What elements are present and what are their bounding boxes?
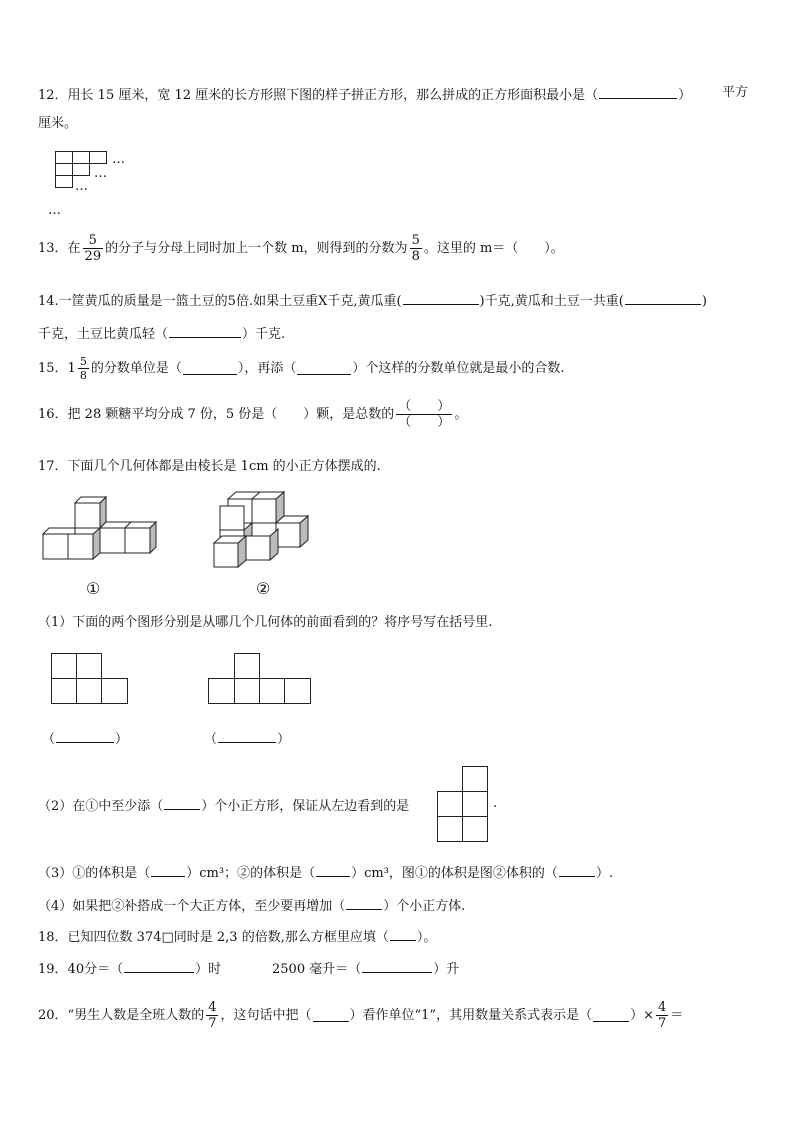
q14-text-c: ) xyxy=(701,294,707,309)
q19-a xyxy=(38,960,221,976)
q12-unit: 平方 xyxy=(722,85,749,100)
paren-open: （ xyxy=(204,732,218,747)
text: （2）在①中至少添（ xyxy=(38,799,164,814)
solid-1-cubes xyxy=(43,497,156,559)
answer-blank-b[interactable] xyxy=(218,730,276,743)
text: ）cm³，图①的体积是图②体积的（ xyxy=(351,866,558,881)
q20-fraction-2 xyxy=(656,1001,668,1030)
text: ）× xyxy=(630,1008,654,1023)
q12-close: ） xyxy=(678,88,692,103)
text: 18．已知四位数 374□同时是 2,3 的倍数,那么方框里应填（ xyxy=(38,930,389,945)
q12-line2: 厘米。 xyxy=(38,116,78,131)
text: ）个小正方体. xyxy=(383,899,466,914)
q17-title: 17．下面几个几何体都是由棱长是 1cm 的小正方体摆成的. xyxy=(38,459,381,474)
view-cell xyxy=(51,678,77,704)
paren-close: ） xyxy=(115,732,129,747)
denominator: 8 xyxy=(79,369,87,382)
numerator: 5 xyxy=(79,355,87,368)
q13-prefix: 13．在 xyxy=(38,241,81,256)
text: ）. xyxy=(595,866,614,881)
view-cell xyxy=(51,653,77,679)
q17-part3 xyxy=(38,864,613,880)
text: ，这句话中把（ xyxy=(220,1008,312,1023)
view-cell xyxy=(76,653,102,679)
text: 20．“男生人数是全班人数的 xyxy=(38,1008,205,1023)
dots: … xyxy=(94,166,107,181)
text: ＝ xyxy=(670,1008,684,1023)
q19-blank-1[interactable] xyxy=(124,960,194,973)
view-cell xyxy=(462,766,488,792)
paren-open: （ xyxy=(42,732,56,747)
view-cell xyxy=(259,678,285,704)
q18 xyxy=(38,928,436,944)
answer-slot-a xyxy=(42,730,128,746)
view-cell xyxy=(462,791,488,817)
part2-period: . xyxy=(493,796,498,811)
text: ）。 xyxy=(416,930,437,945)
part3-blank-1[interactable] xyxy=(151,864,185,877)
denominator: 7 xyxy=(208,1016,217,1031)
text: ）时 xyxy=(195,962,222,977)
q17-part4 xyxy=(38,897,465,913)
q13-middle: 的分子与分母上同时加上一个数 m，则得到的分数为 xyxy=(105,241,408,256)
view-cell xyxy=(437,816,463,842)
q14-text-d: 千克，土豆比黄瓜轻（ xyxy=(38,327,169,342)
solid-2-label: ② xyxy=(256,579,271,598)
q15-text-c: ）个这样的分数单位就是最小的合数. xyxy=(352,361,565,376)
q14-text-e: ）千克. xyxy=(242,327,286,342)
denominator: 7 xyxy=(657,1016,667,1031)
solid-2-cubes xyxy=(214,492,308,567)
part3-blank-3[interactable] xyxy=(559,864,595,877)
dots: … xyxy=(48,203,61,218)
q18-blank[interactable] xyxy=(390,928,416,941)
solid-1-label: ① xyxy=(86,579,101,598)
part2-blank[interactable] xyxy=(164,797,200,810)
q19-b xyxy=(272,960,459,976)
text: ）个小正方形，保证从左边看到的是 xyxy=(201,799,410,814)
q14-text-b: )千克,黄瓜和土豆一共重( xyxy=(479,294,624,309)
view-cell xyxy=(234,653,260,679)
text: ）升 xyxy=(433,962,460,977)
text: （3）①的体积是（ xyxy=(38,866,151,881)
view-cell xyxy=(101,678,128,704)
view-cell xyxy=(234,678,260,704)
answer-slot-b xyxy=(204,730,290,746)
q14-text-a: 14.一筐黄瓜的质量是一篮土豆的5倍.如果土豆重X千克,黄瓜重( xyxy=(38,294,402,309)
view-cell xyxy=(462,816,488,842)
text: 2500 毫升＝（ xyxy=(272,962,362,977)
paren-close: ） xyxy=(277,732,291,747)
text: ）看作单位“1”，其用数量关系式表示是（ xyxy=(349,1008,593,1023)
dots: … xyxy=(112,152,125,167)
numerator: 4 xyxy=(208,1000,217,1015)
text: 19．40分＝（ xyxy=(38,962,124,977)
answer-blank-a[interactable] xyxy=(56,730,114,743)
denominator: 29 xyxy=(84,249,102,264)
q20-blank-1[interactable] xyxy=(313,1009,349,1022)
text: ）cm³；②的体积是（ xyxy=(186,866,316,881)
numerator-blank: （ ） xyxy=(398,399,451,414)
numerator: 5 xyxy=(411,233,420,248)
part4-blank[interactable] xyxy=(346,897,382,910)
view-cell xyxy=(284,678,311,704)
q17-part2 xyxy=(38,797,409,813)
denominator: 8 xyxy=(411,249,420,264)
q20 xyxy=(38,1001,683,1030)
view-cell xyxy=(437,791,463,817)
dots: … xyxy=(75,179,88,194)
q15-text-a: 的分数单位是（ xyxy=(90,361,182,376)
q20-fraction-1 xyxy=(206,1001,218,1030)
numerator: 4 xyxy=(657,1000,667,1015)
q15-prefix: 15． xyxy=(38,361,68,376)
view-cell xyxy=(76,678,102,704)
q19-blank-2[interactable] xyxy=(362,960,432,973)
q20-blank-2[interactable] xyxy=(593,1009,629,1022)
text: （4）如果把②补搭成一个大正方体，至少要再增加（ xyxy=(38,899,346,914)
part3-blank-2[interactable] xyxy=(316,864,350,877)
whole-part: 1 xyxy=(67,361,76,376)
q12-text: 12．用长 15 厘米，宽 12 厘米的长方形照下图的样子拼正方形，那么拼成的正方形面积最小是（ xyxy=(38,88,599,103)
denominator-blank: （ ） xyxy=(398,415,451,430)
q16-text: 16．把 28 颗糖平均分成 7 份，5 份是（ ）颗，是总数的 xyxy=(38,407,395,422)
q13-suffix: 。这里的 m＝（ ）。 xyxy=(423,241,564,256)
q17-part1: （1）下面的两个图形分别是从哪几个几何体的前面看到的？将序号写在括号里. xyxy=(38,615,493,630)
q15-text-b: ），再添（ xyxy=(237,361,297,376)
numerator: 5 xyxy=(88,233,97,248)
q16-end: 。 xyxy=(454,407,468,422)
view-cell xyxy=(208,678,235,704)
